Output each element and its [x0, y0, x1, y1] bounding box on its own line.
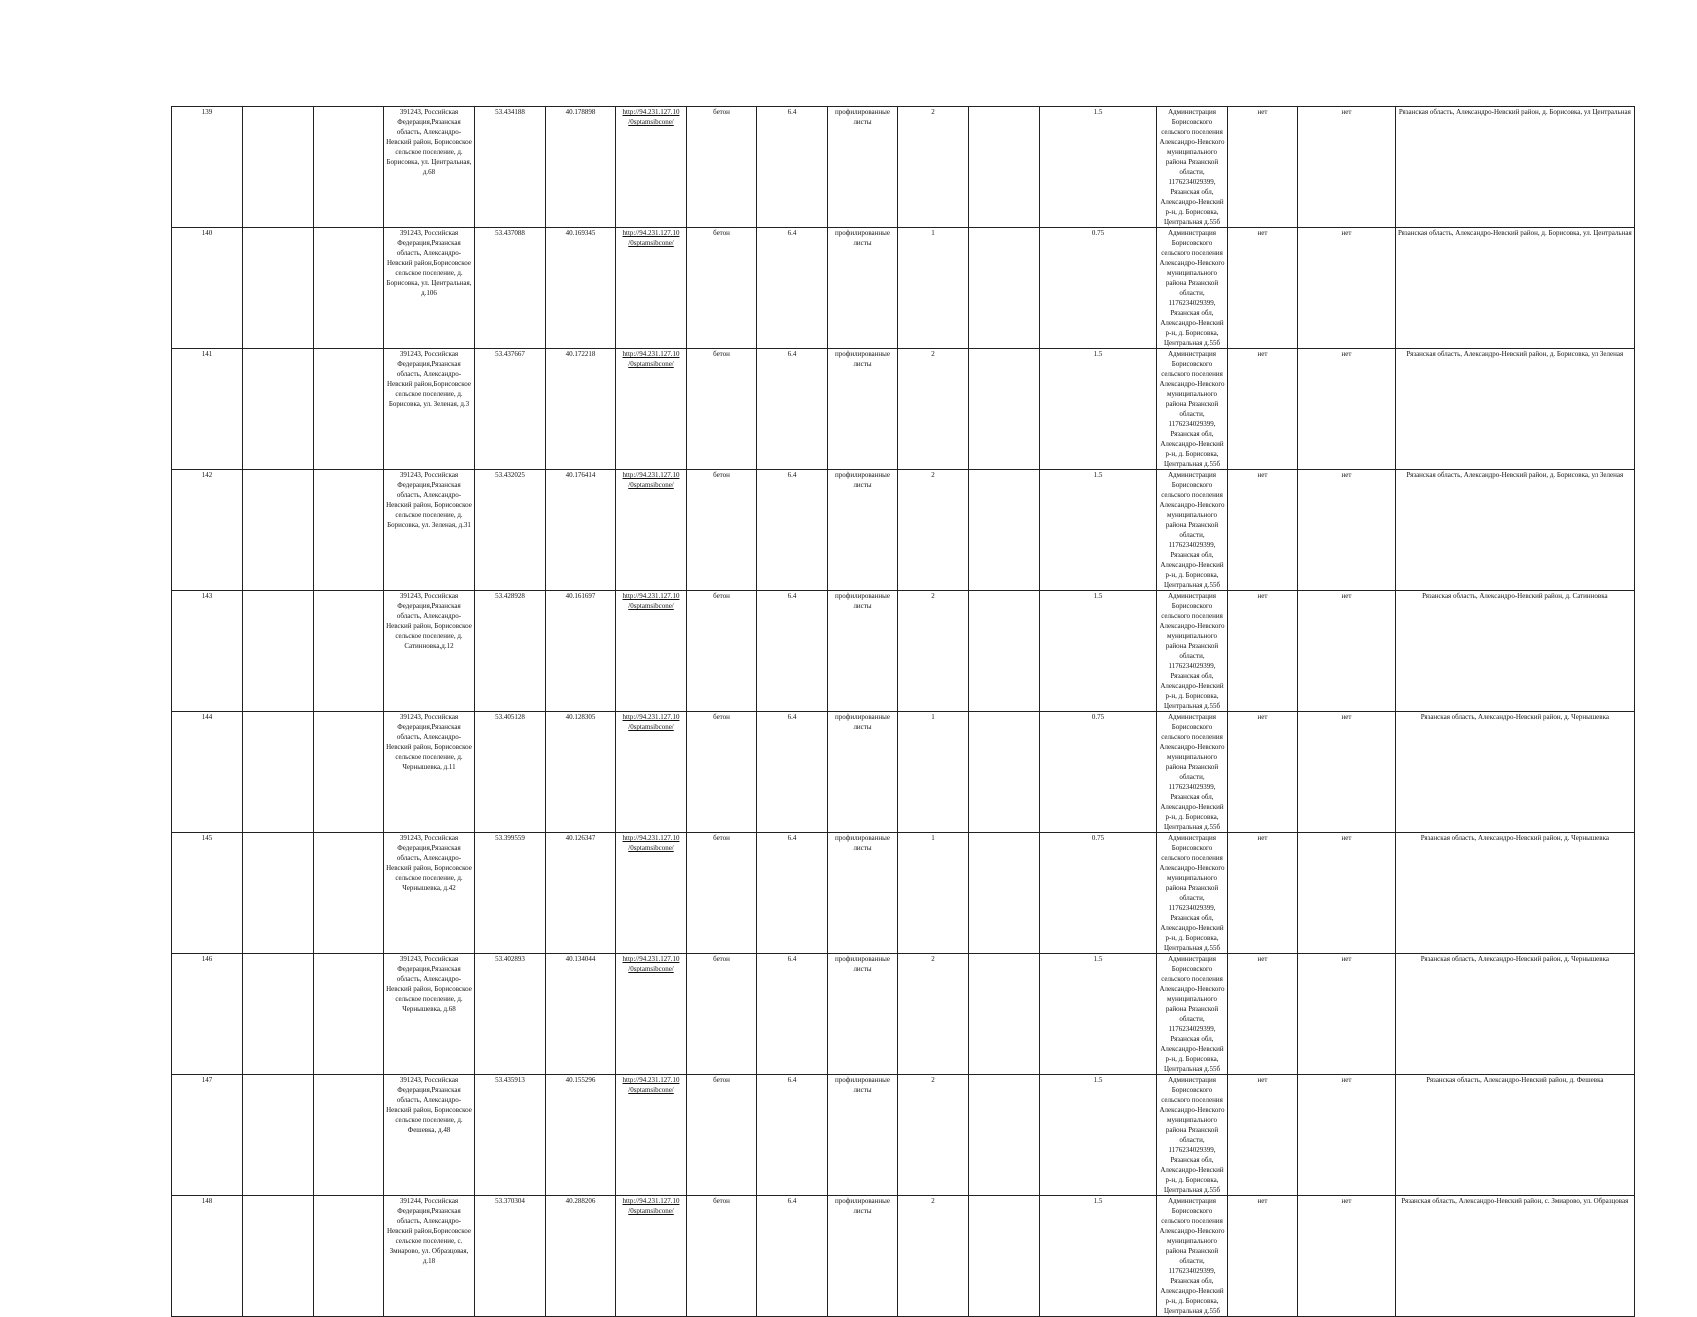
table-row [172, 954, 1635, 1075]
surface-cell: бетон [687, 470, 757, 591]
source-cell: Рязанская область, Александро-Невский район, д. Чернышевка [1396, 954, 1635, 1075]
empty-cell [969, 591, 1040, 712]
longitude-cell: 40.134044 [546, 954, 616, 1075]
source-cell: Рязанская область, Александро-Невский район, д. Борисовка, ул Зеленая [1396, 349, 1635, 470]
fence-cell: профилированные листы [828, 470, 898, 591]
owner-cell: Администрация Борисовского сельского поселения Александро-Невского муниципального района Рязанской области, 1176234029399, Рязанская обл, Александро-Невский р-н, д. Борисовка, Центральная д.55б [1157, 349, 1228, 470]
row-number: 141 [172, 349, 243, 470]
empty-cell [969, 1196, 1040, 1317]
empty-cell [314, 712, 384, 833]
empty-cell [969, 1075, 1040, 1196]
area-cell: 6.4 [757, 470, 828, 591]
longitude-cell: 40.126347 [546, 833, 616, 954]
empty-cell [314, 107, 384, 228]
latitude-cell: 53.437088 [475, 228, 546, 349]
container-count-cell: 2 [898, 1196, 969, 1317]
longitude-cell: 40.178898 [546, 107, 616, 228]
owner-cell: Администрация Борисовского сельского поселения Александро-Невского муниципального района Рязанской области, 1176234029399, Рязанская обл, Александро-Невский р-н, д. Борисовка, Центральная д.55б [1157, 833, 1228, 954]
fence-cell: профилированные листы [828, 228, 898, 349]
fence-cell: профилированные листы [828, 591, 898, 712]
flag-cell: нет [1298, 349, 1396, 470]
container-count-cell: 2 [898, 107, 969, 228]
address-cell: 391243, Российская Федерация,Рязанская область, Александро-Невский район, Борисовское сельское поселение, д. Сатинновка,д.12 [384, 591, 475, 712]
link-cell[interactable]: http://94.231.127.10 /0sptamsibcone/ [616, 228, 687, 349]
source-cell: Рязанская область, Александро-Невский район, д. Чернышевка [1396, 712, 1635, 833]
address-cell: 391243, Российская Федерация,Рязанская область, Александро-Невский район, Борисовское сельское поселение, д. Чернышевка, д.68 [384, 954, 475, 1075]
longitude-cell: 40.161697 [546, 591, 616, 712]
empty-cell [969, 954, 1040, 1075]
source-cell: Рязанская область, Александро-Невский район, д. Борисовка, ул. Центральная [1396, 228, 1635, 349]
empty-cell [314, 833, 384, 954]
owner-cell: Администрация Борисовского сельского поселения Александро-Невского муниципального района Рязанской области, 1176234029399, Рязанская обл, Александро-Невский р-н, д. Борисовка, Центральная д.55б [1157, 1075, 1228, 1196]
owner-cell: Администрация Борисовского сельского поселения Александро-Невского муниципального района Рязанской области, 1176234029399, Рязанская обл, Александро-Невский р-н, д. Борисовка, Центральная д.55б [1157, 954, 1228, 1075]
empty-cell [969, 833, 1040, 954]
flag-cell: нет [1228, 1196, 1298, 1317]
empty-cell [243, 107, 314, 228]
empty-cell [969, 228, 1040, 349]
area-cell: 6.4 [757, 1196, 828, 1317]
table-row [172, 1075, 1635, 1196]
owner-cell: Администрация Борисовского сельского поселения Александро-Невского муниципального района Рязанской области, 1176234029399, Рязанская обл, Александро-Невский р-н, д. Борисовка, Центральная д.55б [1157, 712, 1228, 833]
flag-cell: нет [1228, 228, 1298, 349]
address-cell: 391243, Российская Федерация,Рязанская область, Александро-Невский район, Борисовское сельское поселение, д. Борисовка, ул. Центральная, д.68 [384, 107, 475, 228]
link-cell[interactable]: http://94.231.127.10 /0sptamsibcone/ [616, 1075, 687, 1196]
empty-cell [243, 470, 314, 591]
volume-cell: 1.5 [1040, 1075, 1157, 1196]
empty-cell [243, 591, 314, 712]
flag-cell: нет [1228, 954, 1298, 1075]
flag-cell: нет [1298, 470, 1396, 591]
volume-cell: 0.75 [1040, 228, 1157, 349]
area-cell: 6.4 [757, 833, 828, 954]
address-cell: 391243, Российская Федерация,Рязанская область, Александро-Невский район, Борисовское сельское поселение, д. Фешевка, д.48 [384, 1075, 475, 1196]
area-cell: 6.4 [757, 349, 828, 470]
owner-cell: Администрация Борисовского сельского поселения Александро-Невского муниципального района Рязанской области, 1176234029399, Рязанская обл, Александро-Невский р-н, д. Борисовка, Центральная д.55б [1157, 107, 1228, 228]
area-cell: 6.4 [757, 591, 828, 712]
volume-cell: 1.5 [1040, 107, 1157, 228]
empty-cell [314, 349, 384, 470]
volume-cell: 1.5 [1040, 954, 1157, 1075]
surface-cell: бетон [687, 954, 757, 1075]
empty-cell [243, 833, 314, 954]
row-number: 145 [172, 833, 243, 954]
address-cell: 391243, Российская Федерация,Рязанская область, Александро-Невский район,Борисовское сельское поселение, д. Борисовка, ул. Зеленая, д.3 [384, 349, 475, 470]
volume-cell: 1.5 [1040, 349, 1157, 470]
latitude-cell: 53.434188 [475, 107, 546, 228]
container-count-cell: 2 [898, 591, 969, 712]
empty-cell [243, 1075, 314, 1196]
fence-cell: профилированные листы [828, 712, 898, 833]
empty-cell [969, 107, 1040, 228]
address-cell: 391243, Российская Федерация,Рязанская область, Александро-Невский район, Борисовское сельское поселение, д. Чернышевка, д.42 [384, 833, 475, 954]
flag-cell: нет [1228, 349, 1298, 470]
row-number: 142 [172, 470, 243, 591]
flag-cell: нет [1228, 591, 1298, 712]
source-cell: Рязанская область, Александро-Невский район, д. Фешевка [1396, 1075, 1635, 1196]
empty-cell [969, 349, 1040, 470]
latitude-cell: 53.432025 [475, 470, 546, 591]
empty-cell [243, 1196, 314, 1317]
area-cell: 6.4 [757, 228, 828, 349]
flag-cell: нет [1298, 833, 1396, 954]
empty-cell [243, 712, 314, 833]
latitude-cell: 53.405128 [475, 712, 546, 833]
address-cell: 391243, Российская Федерация,Рязанская область, Александро-Невский район,Борисовское сельское поселение, д. Борисовка, ул. Центральная, д.106 [384, 228, 475, 349]
source-cell: Рязанская область, Александро-Невский район, с. Змиарово, ул. Образцовая [1396, 1196, 1635, 1317]
longitude-cell: 40.169345 [546, 228, 616, 349]
flag-cell: нет [1298, 591, 1396, 712]
address-cell: 391243, Российская Федерация,Рязанская область, Александро-Невский район, Борисовское сельское поселение, д. Чернышевка, д.11 [384, 712, 475, 833]
link-cell[interactable]: http://94.231.127.10 /0sptamsibcone/ [616, 591, 687, 712]
empty-cell [243, 228, 314, 349]
volume-cell: 1.5 [1040, 470, 1157, 591]
surface-cell: бетон [687, 1075, 757, 1196]
longitude-cell: 40.176414 [546, 470, 616, 591]
container-count-cell: 2 [898, 954, 969, 1075]
row-number: 140 [172, 228, 243, 349]
table-row [172, 712, 1635, 833]
volume-cell: 0.75 [1040, 833, 1157, 954]
flag-cell: нет [1298, 1196, 1396, 1317]
empty-cell [314, 470, 384, 591]
surface-cell: бетон [687, 107, 757, 228]
empty-cell [314, 228, 384, 349]
fence-cell: профилированные листы [828, 1075, 898, 1196]
volume-cell: 1.5 [1040, 1196, 1157, 1317]
fence-cell: профилированные листы [828, 954, 898, 1075]
volume-cell: 0.75 [1040, 712, 1157, 833]
latitude-cell: 53.428928 [475, 591, 546, 712]
surface-cell: бетон [687, 591, 757, 712]
empty-cell [314, 954, 384, 1075]
flag-cell: нет [1228, 833, 1298, 954]
table-row [172, 107, 1635, 228]
flag-cell: нет [1298, 1075, 1396, 1196]
area-cell: 6.4 [757, 712, 828, 833]
row-number: 139 [172, 107, 243, 228]
link-cell[interactable]: http://94.231.127.10 /0sptamsibcone/ [616, 107, 687, 228]
source-cell: Рязанская область, Александро-Невский район, д. Борисовка, ул Зеленая [1396, 470, 1635, 591]
row-number: 146 [172, 954, 243, 1075]
longitude-cell: 40.172218 [546, 349, 616, 470]
table-row [172, 470, 1635, 591]
empty-cell [243, 954, 314, 1075]
container-count-cell: 2 [898, 470, 969, 591]
row-number: 148 [172, 1196, 243, 1317]
flag-cell: нет [1298, 712, 1396, 833]
fence-cell: профилированные листы [828, 833, 898, 954]
table-row [172, 591, 1635, 712]
row-number: 147 [172, 1075, 243, 1196]
container-count-cell: 1 [898, 833, 969, 954]
area-cell: 6.4 [757, 954, 828, 1075]
table-row [172, 228, 1635, 349]
empty-cell [243, 349, 314, 470]
link-cell[interactable]: http://94.231.127.10 /0sptamsibcone/ [616, 712, 687, 833]
latitude-cell: 53.437667 [475, 349, 546, 470]
row-number: 143 [172, 591, 243, 712]
row-number: 144 [172, 712, 243, 833]
area-cell: 6.4 [757, 107, 828, 228]
surface-cell: бетон [687, 228, 757, 349]
owner-cell: Администрация Борисовского сельского поселения Александро-Невского муниципального района Рязанской области, 1176234029399, Рязанская обл, Александро-Невский р-н, д. Борисовка, Центральная д.55б [1157, 1196, 1228, 1317]
flag-cell: нет [1298, 107, 1396, 228]
latitude-cell: 53.435913 [475, 1075, 546, 1196]
empty-cell [969, 712, 1040, 833]
fence-cell: профилированные листы [828, 107, 898, 228]
surface-cell: бетон [687, 833, 757, 954]
surface-cell: бетон [687, 1196, 757, 1317]
flag-cell: нет [1228, 1075, 1298, 1196]
empty-cell [314, 1075, 384, 1196]
owner-cell: Администрация Борисовского сельского поселения Александро-Невского муниципального района Рязанской области, 1176234029399, Рязанская обл, Александро-Невский р-н, д. Борисовка, Центральная д.55б [1157, 228, 1228, 349]
flag-cell: нет [1298, 954, 1396, 1075]
container-count-cell: 2 [898, 349, 969, 470]
longitude-cell: 40.155296 [546, 1075, 616, 1196]
link-cell[interactable]: http://94.231.127.10 /0sptamsibcone/ [616, 1196, 687, 1317]
address-cell: 391244, Российская Федерация,Рязанская область, Александро-Невский район,Борисовское сельское поселение, с. Змиарово, ул. Образцовая, д.18 [384, 1196, 475, 1317]
link-cell[interactable]: http://94.231.127.10 /0sptamsibcone/ [616, 470, 687, 591]
registry-table [171, 106, 1635, 1317]
fence-cell: профилированные листы [828, 1196, 898, 1317]
longitude-cell: 40.128305 [546, 712, 616, 833]
flag-cell: нет [1228, 107, 1298, 228]
container-count-cell: 1 [898, 712, 969, 833]
fence-cell: профилированные листы [828, 349, 898, 470]
source-cell: Рязанская область, Александро-Невский район, д. Борисовка, ул Центральная [1396, 107, 1635, 228]
surface-cell: бетон [687, 349, 757, 470]
surface-cell: бетон [687, 712, 757, 833]
latitude-cell: 53.402893 [475, 954, 546, 1075]
container-count-cell: 2 [898, 1075, 969, 1196]
owner-cell: Администрация Борисовского сельского поселения Александро-Невского муниципального района Рязанской области, 1176234029399, Рязанская обл, Александро-Невский р-н, д. Борисовка, Центральная д.55б [1157, 591, 1228, 712]
longitude-cell: 40.288206 [546, 1196, 616, 1317]
flag-cell: нет [1298, 228, 1396, 349]
volume-cell: 1.5 [1040, 591, 1157, 712]
link-cell[interactable]: http://94.231.127.10 /0sptamsibcone/ [616, 349, 687, 470]
owner-cell: Администрация Борисовского сельского поселения Александро-Невского муниципального района Рязанской области, 1176234029399, Рязанская обл, Александро-Невский р-н, д. Борисовка, Центральная д.55б [1157, 470, 1228, 591]
table-row [172, 1196, 1635, 1317]
link-cell[interactable]: http://94.231.127.10 /0sptamsibcone/ [616, 833, 687, 954]
latitude-cell: 53.399559 [475, 833, 546, 954]
table-row [172, 833, 1635, 954]
table-row [172, 349, 1635, 470]
address-cell: 391243, Российская Федерация,Рязанская область, Александро-Невский район, Борисовское сельское поселение, д. Борисовка, ул. Зеленая, д.31 [384, 470, 475, 591]
flag-cell: нет [1228, 470, 1298, 591]
container-count-cell: 1 [898, 228, 969, 349]
source-cell: Рязанская область, Александро-Невский район, д. Чернышевка [1396, 833, 1635, 954]
source-cell: Рязанская область, Александро-Невский район, д. Сатинновка [1396, 591, 1635, 712]
link-cell[interactable]: http://94.231.127.10 /0sptamsibcone/ [616, 954, 687, 1075]
latitude-cell: 53.370304 [475, 1196, 546, 1317]
empty-cell [969, 470, 1040, 591]
area-cell: 6.4 [757, 1075, 828, 1196]
flag-cell: нет [1228, 712, 1298, 833]
empty-cell [314, 1196, 384, 1317]
empty-cell [314, 591, 384, 712]
